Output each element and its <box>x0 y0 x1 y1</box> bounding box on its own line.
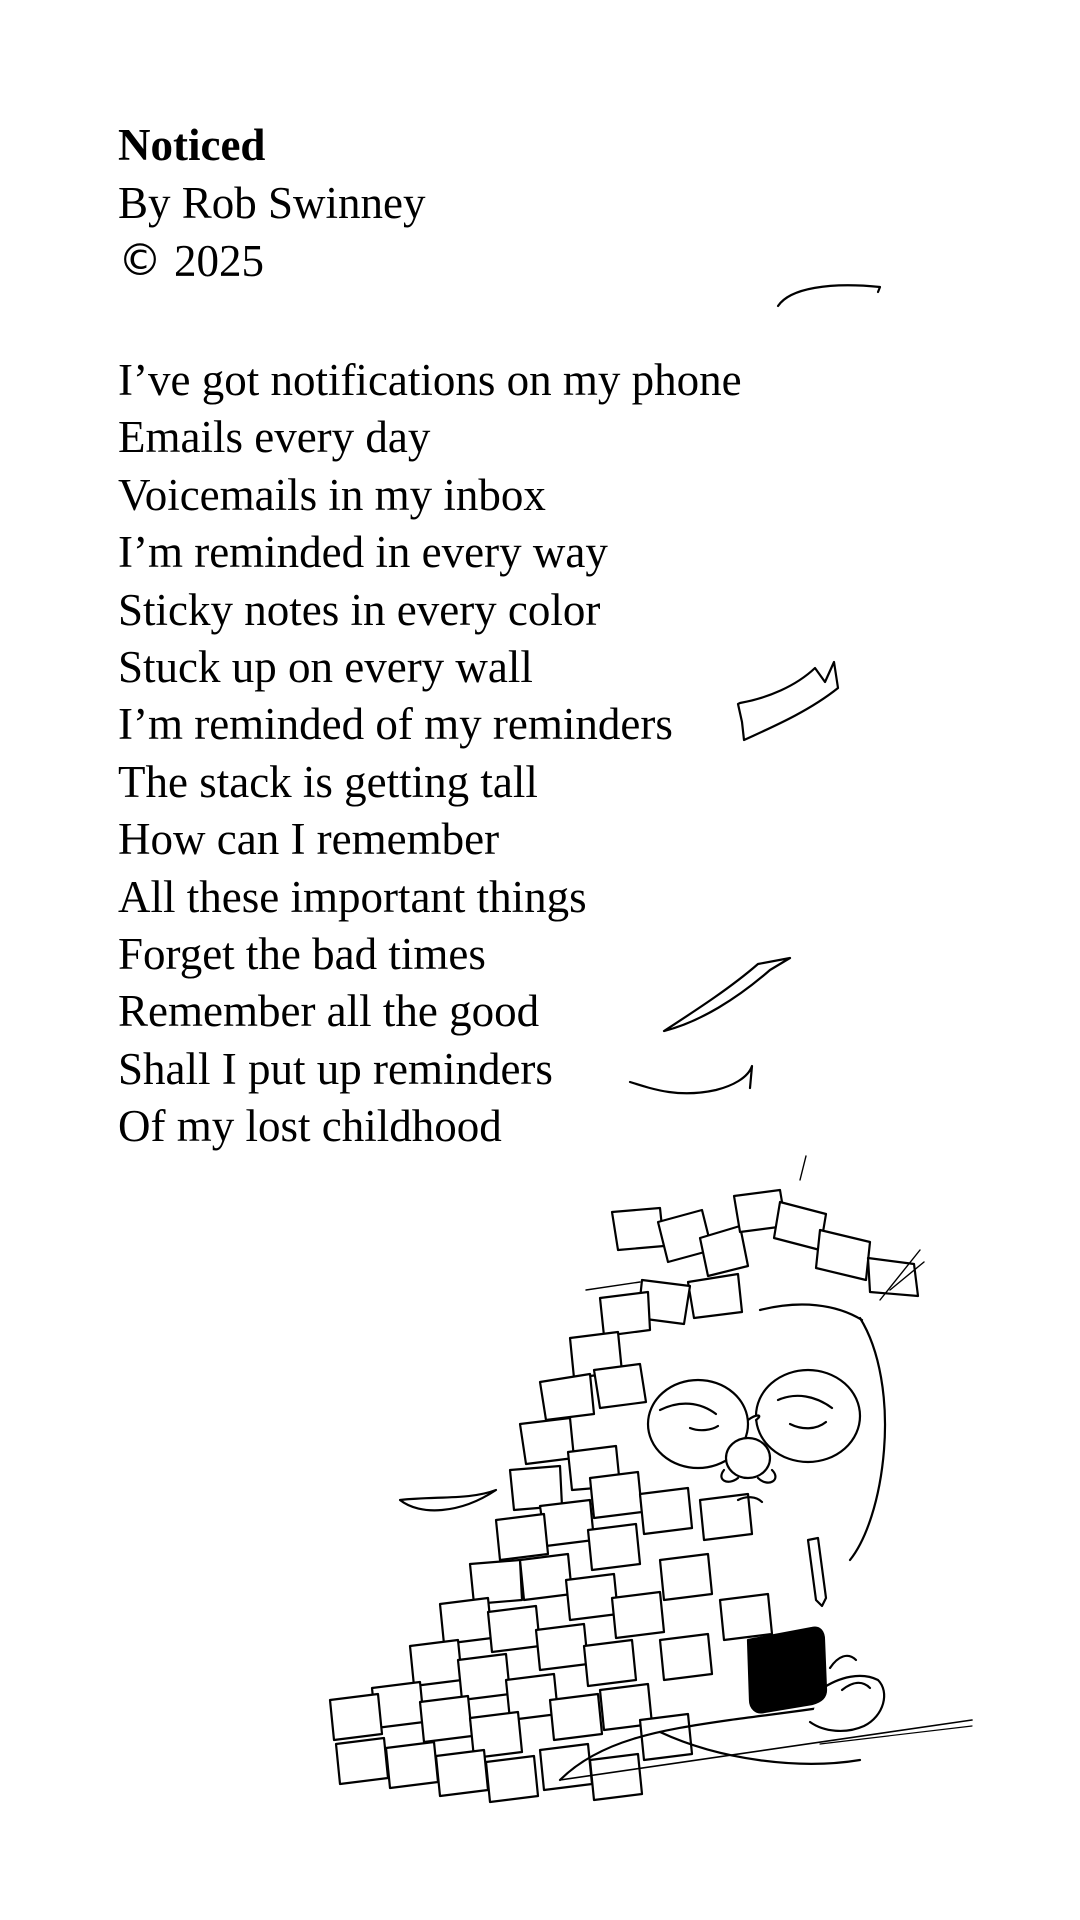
poem-line: I’ve got notifications on my phone <box>118 355 742 405</box>
poem-line: Of my lost childhood <box>118 1101 502 1152</box>
poem-line: Shall I put up reminders <box>118 1043 553 1094</box>
poem-line: Sticky notes in every color <box>118 584 601 635</box>
poem-line: Stuck up on every wall <box>118 642 533 693</box>
copyright-line <box>118 232 426 290</box>
poem-line: Voicemails in my inbox <box>118 469 546 520</box>
table-edge <box>560 1720 972 1780</box>
poem-line: Forget the bad times <box>118 929 486 980</box>
pencil <box>808 1538 826 1606</box>
poem-line: How can I remember <box>118 814 500 865</box>
note-pile <box>330 1190 918 1802</box>
poem-body <box>118 352 742 1156</box>
poem-line: I’m reminded of my reminders <box>118 699 673 750</box>
forearm <box>660 1732 860 1764</box>
copyright-year: 2025 <box>174 236 264 286</box>
poem-title: Noticed <box>118 120 266 170</box>
poem-header <box>118 116 426 290</box>
poem-line: Remember all the good <box>118 986 540 1037</box>
flying-note-1 <box>778 285 880 306</box>
poem-byline: By Rob Swinney <box>118 178 426 228</box>
poem-line: The stack is getting tall <box>118 756 538 807</box>
face <box>648 1305 885 1560</box>
poem-line: I’m reminded in every way <box>118 527 608 578</box>
copyright-icon: © <box>118 235 162 286</box>
hand <box>810 1676 884 1731</box>
flying-note-2 <box>738 662 838 740</box>
arm <box>560 1700 870 1780</box>
poem-line: All these important things <box>118 871 587 922</box>
poem-line: Emails every day <box>118 412 431 463</box>
flying-note-5 <box>400 1490 496 1510</box>
phone-icon <box>748 1628 826 1713</box>
